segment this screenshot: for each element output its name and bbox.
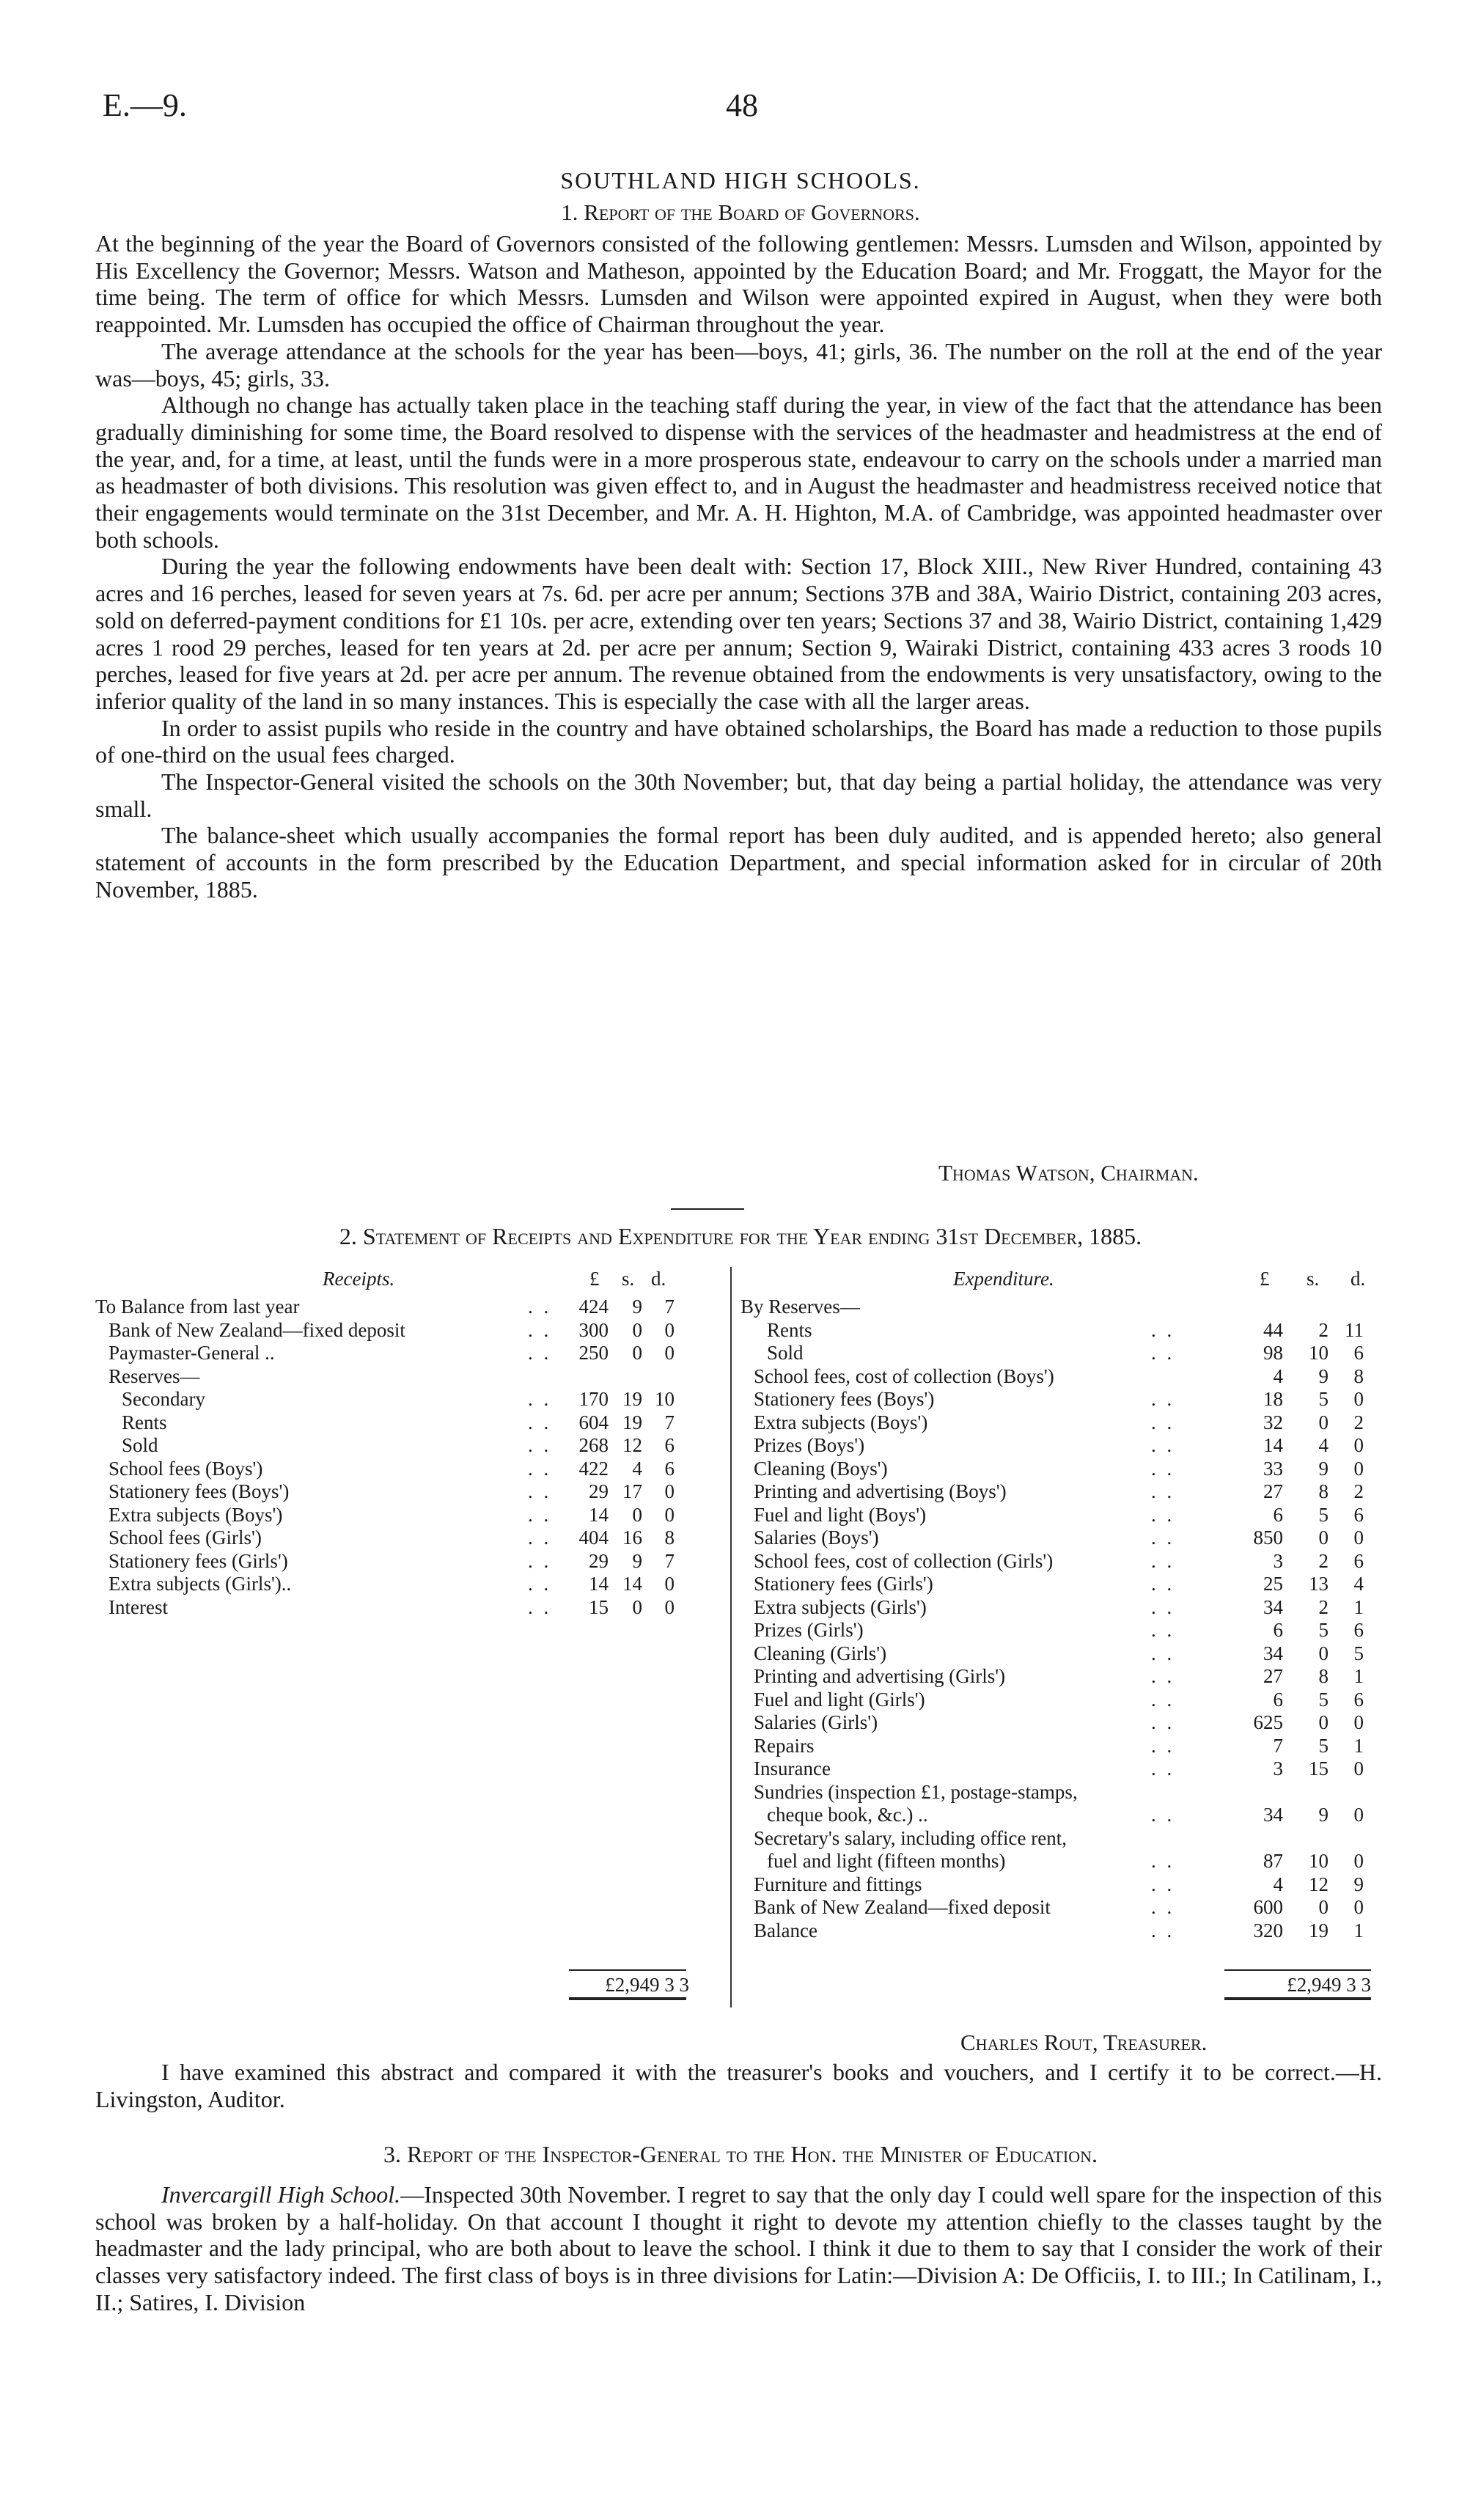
leader-dots: . .	[1151, 1388, 1175, 1410]
expenditure-amount-d: 6	[1353, 1342, 1364, 1364]
section3-heading: 3. Report of the Inspector-General to the Hon. the Minister of Education.	[383, 2141, 1098, 2167]
section2-heading	[0, 1223, 1481, 1250]
receipts-label: Stationery fees (Boys')	[109, 1480, 290, 1502]
expenditure-amount-s: 5	[1318, 1619, 1329, 1641]
paragraph: At the beginning of the year the Board of Governors consisted of the following gentlemen: Messrs. Lumsden and Wilson, appointed by His Excellency the Governor; Messrs. Watson and Matheson, appointed by the Education Board; and Mr. Froggatt, the Mayor for the time being. The term of office for which Messrs. Lumsden and Wilson were appointed expired in August, when they were both reappointed. Mr. Lumsden has occupied the office of Chairman throughout the year.	[95, 230, 1382, 338]
paragraph: The balance-sheet which usually accompanies the formal report has been duly audited, and is appended hereto; also general statement of accounts in the form prescribed by the Education Department, and special information asked for in circular of 20th November, 1885.	[95, 822, 1382, 903]
receipts-amount-l: 268	[578, 1434, 609, 1456]
receipts-amount-l: 170	[578, 1388, 609, 1410]
column-divider	[730, 1267, 732, 2007]
receipts-amount-d: 0	[664, 1480, 675, 1502]
receipts-label: Interest	[109, 1595, 168, 1618]
paragraph: The Inspector-General visited the schools on the 30th November; but, that day being a partial holiday, the attendance was very small.	[95, 768, 1382, 822]
receipts-amount-d: 8	[664, 1527, 675, 1549]
receipts-amount-s: 0	[632, 1342, 642, 1364]
expenditure-amount-d: 2	[1353, 1480, 1364, 1502]
expenditure-label: Prizes (Girls')	[754, 1619, 864, 1641]
expenditure-amount-l: 34	[1263, 1804, 1283, 1826]
leader-dots: . .	[1151, 1734, 1175, 1757]
expenditure-amount-s: 0	[1318, 1711, 1329, 1733]
audit-note	[95, 2059, 1382, 2112]
receipts-amount-s: 4	[632, 1457, 642, 1480]
expenditure-amount-l: 7	[1273, 1734, 1283, 1757]
receipts-amount-s: 19	[622, 1388, 642, 1410]
receipts-amount-s: 12	[622, 1434, 642, 1456]
expenditure-amount-s: 0	[1318, 1527, 1329, 1549]
expenditure-label: Sold	[767, 1342, 804, 1364]
expenditure-label: Stationery fees (Boys')	[754, 1388, 935, 1410]
expenditure-amount-s: 2	[1318, 1549, 1329, 1572]
receipts-total-rule	[569, 1969, 686, 1971]
expenditure-amount-d: 1	[1353, 1734, 1364, 1757]
expenditure-amount-s: 2	[1318, 1595, 1329, 1618]
expenditure-amount-d: 2	[1353, 1411, 1364, 1433]
paragraph	[95, 2181, 1382, 2316]
expenditure-amount-d: 0	[1353, 1850, 1364, 1872]
receipts-label: Secondary	[122, 1388, 205, 1410]
expenditure-amount-d: 0	[1353, 1804, 1364, 1826]
receipts-amount-l: 29	[589, 1549, 609, 1572]
leader-dots: . .	[1151, 1757, 1175, 1779]
receipts-label: Bank of New Zealand—fixed deposit	[109, 1318, 405, 1341]
receipts-label: Extra subjects (Boys')	[109, 1503, 283, 1526]
receipts-amount-s: 14	[622, 1573, 642, 1595]
expenditure-amount-d: 0	[1353, 1457, 1364, 1480]
receipts-pence-head: d.	[651, 1268, 666, 1290]
expenditure-amount-d: 6	[1353, 1503, 1364, 1526]
expenditure-pence-head: d.	[1350, 1268, 1366, 1290]
leader-dots: . .	[1151, 1619, 1175, 1641]
expenditure-amount-l: 18	[1263, 1388, 1283, 1410]
expenditure-amount-s: 9	[1318, 1457, 1329, 1480]
expenditure-amount-s: 15	[1309, 1757, 1329, 1779]
receipts-total: £2,949 3 3	[605, 1974, 689, 1996]
receipts-amount-d: 6	[664, 1434, 675, 1456]
receipts-amount-d: 10	[655, 1388, 675, 1410]
expenditure-label: Expenditure.	[953, 1268, 1054, 1290]
leader-dots: . .	[1151, 1919, 1175, 1942]
section1-heading: 1. Report of the Board of Governors.	[561, 199, 920, 225]
expenditure-amount-l: 87	[1263, 1850, 1283, 1872]
expenditure-label: Cleaning (Girls')	[754, 1642, 887, 1664]
expenditure-label: fuel and light (fifteen months)	[767, 1850, 1006, 1872]
expenditure-pound-head: £	[1260, 1268, 1270, 1290]
expenditure-amount-l: 3	[1273, 1757, 1283, 1779]
receipts-amount-l: 424	[578, 1296, 609, 1318]
expenditure-label: Insurance	[754, 1757, 831, 1779]
receipts-amount-l: 422	[578, 1457, 609, 1480]
paragraph: In order to assist pupils who reside in the country and have obtained scholarships, the Board has made a reduction to those pupils of one-third on the usual fees charged.	[95, 714, 1382, 768]
expenditure-amount-l: 25	[1263, 1573, 1283, 1595]
receipts-amount-d: 7	[664, 1549, 675, 1572]
leader-dots: . .	[528, 1549, 552, 1572]
leader-dots: . .	[528, 1527, 552, 1549]
expenditure-label: School fees, cost of collection (Girls')	[754, 1549, 1054, 1572]
receipts-label: Paymaster-General ..	[109, 1342, 275, 1364]
leader-dots: . .	[528, 1573, 552, 1595]
expenditure-amount-l: 27	[1263, 1665, 1283, 1687]
expenditure-label: Fuel and light (Girls')	[754, 1688, 925, 1711]
expenditure-amount-d: 1	[1353, 1595, 1364, 1618]
receipts-amount-d: 7	[664, 1411, 675, 1433]
expenditure-amount-d: 0	[1353, 1896, 1364, 1918]
receipts-amount-s: 0	[632, 1503, 642, 1526]
expenditure-amount-l: 33	[1263, 1457, 1283, 1480]
expenditure-amount-l: 600	[1253, 1896, 1283, 1918]
receipts-amount-d: 0	[664, 1573, 675, 1595]
receipts-amount-d: 0	[664, 1503, 675, 1526]
expenditure-amount-l: 27	[1263, 1480, 1283, 1502]
expenditure-amount-s: 5	[1318, 1388, 1329, 1410]
expenditure-amount-d: 4	[1353, 1573, 1364, 1595]
receipts-label: Receipts.	[323, 1268, 395, 1290]
leader-dots: . .	[1151, 1342, 1175, 1364]
chairman-signature: Thomas Watson, Chairman.	[938, 1160, 1199, 1186]
expenditure-amount-s: 9	[1318, 1364, 1329, 1387]
paragraph: The average attendance at the schools for the year has been—boys, 41; girls, 36. The number on the roll at the end of the year was—boys, 45; girls, 33.	[95, 337, 1382, 392]
receipts-label: Extra subjects (Girls')..	[109, 1573, 292, 1595]
receipts-amount-l: 300	[578, 1318, 609, 1341]
receipts-amount-d: 6	[664, 1457, 675, 1480]
leader-dots: . .	[1151, 1896, 1175, 1918]
expenditure-amount-l: 34	[1263, 1595, 1283, 1618]
expenditure-amount-s: 5	[1318, 1503, 1329, 1526]
receipts-amount-l: 250	[578, 1342, 609, 1364]
receipts-amount-l: 14	[589, 1573, 609, 1595]
expenditure-label: Extra subjects (Girls')	[754, 1595, 927, 1618]
expenditure-amount-d: 0	[1353, 1388, 1364, 1410]
leader-dots: . .	[528, 1411, 552, 1433]
receipts-label: Stationery fees (Girls')	[109, 1549, 288, 1572]
expenditure-label: Salaries (Girls')	[754, 1711, 878, 1733]
leader-dots: . .	[528, 1342, 552, 1364]
receipts-amount-l: 15	[589, 1595, 609, 1618]
paragraph: During the year the following endowments have been dealt with: Section 17, Block XIII., New River Hundred, containing 43 acres and 16 perches, leased for seven years at 7s. 6d. per acre per annum; Sections 37B and 38A, Wairio District, containing 203 acres, sold on deferred-payment conditions for £1 10s. per acre, extending over ten years; Sections 37 and 38, Wairio District, containing 1,429 acres 1 rood 29 perches, leased for ten years at 2d. per acre per annum; Section 9, Wairaki District, containing 433 acres 3 roods 10 perches, leased for five years at 2d. per acre per annum. The revenue obtained from the endowments is very unsatisfactory, owing to the inferior quality of the land in so many instances. This is especially the case with all the larger areas.	[95, 553, 1382, 714]
expenditure-amount-s: 10	[1309, 1342, 1329, 1364]
running-head: E.—9.	[103, 87, 187, 123]
leader-dots: . .	[528, 1388, 552, 1410]
expenditure-label: Printing and advertising (Boys')	[754, 1480, 1007, 1502]
leader-dots: . .	[528, 1480, 552, 1502]
divider	[671, 1208, 744, 1210]
leader-dots: . .	[1151, 1873, 1175, 1895]
receipts-amount-l: 29	[589, 1480, 609, 1502]
leader-dots: . .	[1151, 1411, 1175, 1433]
receipts-amount-s: 0	[632, 1318, 642, 1341]
receipts-label: Sold	[122, 1434, 158, 1456]
receipts-amount-l: 404	[578, 1527, 609, 1549]
leader-dots: . .	[528, 1434, 552, 1456]
expenditure-label: Rents	[767, 1318, 812, 1341]
expenditure-label: School fees, cost of collection (Boys')	[754, 1364, 1054, 1387]
expenditure-label: cheque book, &c.) ..	[767, 1804, 928, 1826]
expenditure-amount-d: 0	[1353, 1757, 1364, 1779]
receipts-amount-s: 9	[632, 1549, 642, 1572]
leader-dots: . .	[1151, 1711, 1175, 1733]
school-name: Invercargill High School.	[161, 2181, 401, 2208]
leader-dots: . .	[1151, 1665, 1175, 1687]
expenditure-label: Bank of New Zealand—fixed deposit	[754, 1896, 1051, 1918]
expenditure-amount-d: 0	[1353, 1711, 1364, 1733]
expenditure-label: Repairs	[754, 1734, 815, 1757]
expenditure-amount-l: 3	[1273, 1549, 1283, 1572]
receipts-label: School fees (Boys')	[109, 1457, 263, 1480]
expenditure-total-double-rule	[1224, 1997, 1371, 2000]
expenditure-amount-s: 5	[1318, 1734, 1329, 1757]
leader-dots: . .	[528, 1595, 552, 1618]
receipts-label: To Balance from last year	[95, 1296, 300, 1318]
expenditure-amount-d: 6	[1353, 1619, 1364, 1641]
leader-dots: . .	[528, 1318, 552, 1341]
expenditure-amount-s: 12	[1309, 1873, 1329, 1895]
expenditure-amount-l: 625	[1253, 1711, 1283, 1733]
expenditure-amount-s: 0	[1318, 1642, 1329, 1664]
expenditure-amount-s: 5	[1318, 1688, 1329, 1711]
expenditure-amount-l: 14	[1263, 1434, 1283, 1456]
expenditure-amount-d: 11	[1345, 1318, 1364, 1341]
leader-dots: . .	[528, 1296, 552, 1318]
expenditure-amount-d: 6	[1353, 1549, 1364, 1572]
receipts-amount-s: 17	[622, 1480, 642, 1502]
expenditure-amount-s: 0	[1318, 1411, 1329, 1433]
leader-dots: . .	[1151, 1527, 1175, 1549]
leader-dots: . .	[1151, 1318, 1175, 1341]
section1-body	[95, 230, 1382, 903]
receipts-amount-s: 0	[632, 1595, 642, 1618]
expenditure-amount-d: 1	[1353, 1919, 1364, 1942]
expenditure-total-rule	[1224, 1969, 1371, 1971]
receipts-amount-d: 0	[664, 1342, 675, 1364]
receipts-shilling-head: s.	[622, 1268, 635, 1290]
expenditure-amount-l: 6	[1273, 1688, 1283, 1711]
leader-dots: . .	[1151, 1688, 1175, 1711]
expenditure-label: Fuel and light (Boys')	[754, 1503, 927, 1526]
expenditure-total: £2,949 3 3	[1287, 1974, 1371, 1996]
leader-dots: . .	[1151, 1503, 1175, 1526]
expenditure-amount-l: 4	[1273, 1873, 1283, 1895]
expenditure-amount-d: 0	[1353, 1434, 1364, 1456]
expenditure-label: Prizes (Boys')	[754, 1434, 865, 1456]
expenditure-amount-s: 2	[1318, 1318, 1329, 1341]
leader-dots: . .	[1151, 1595, 1175, 1618]
paragraph: Although no change has actually taken place in the teaching staff during the year, in view of the fact that the attendance has been gradually diminishing for some time, the Board resolved to dispense with the services of the headmaster and headmistress at the end of the year, and, for a time, at least, until the funds were in a more prosperous state, endeavour to carry on the schools under a married man as headmaster of both divisions. This resolution was given effect to, and in August the headmaster and headmistress received notice that their engagements would terminate on the 31st December, and Mr. A. H. Highton, M.A. of Cambridge, was appointed headmaster over both schools.	[95, 392, 1382, 553]
expenditure-label: Extra subjects (Boys')	[754, 1411, 928, 1433]
expenditure-amount-d: 1	[1353, 1665, 1364, 1687]
expenditure-amount-s: 10	[1309, 1850, 1329, 1872]
leader-dots: . .	[1151, 1480, 1175, 1502]
receipts-label: Rents	[122, 1411, 167, 1433]
expenditure-amount-l: 98	[1263, 1342, 1283, 1364]
receipts-amount-l: 604	[578, 1411, 609, 1433]
leader-dots: . .	[1151, 1850, 1175, 1872]
expenditure-amount-s: 19	[1309, 1919, 1329, 1942]
paragraph: I have examined this abstract and compared it with the treasurer's books and vouchers, and I certify it to be correct.—H. Livingston, Auditor.	[95, 2059, 1382, 2112]
treasurer-signature: Charles Rout, Treasurer.	[960, 2029, 1208, 2055]
expenditure-label: By Reserves—	[740, 1296, 860, 1318]
expenditure-label: Stationery fees (Girls')	[754, 1573, 933, 1595]
receipts-label: School fees (Girls')	[109, 1527, 262, 1549]
expenditure-amount-l: 4	[1273, 1364, 1283, 1387]
page-number: 48	[726, 87, 758, 123]
expenditure-amount-s: 8	[1318, 1480, 1329, 1502]
expenditure-label: Furniture and fittings	[754, 1873, 922, 1895]
leader-dots: . .	[1151, 1804, 1175, 1826]
expenditure-amount-l: 6	[1273, 1503, 1283, 1526]
section2-heading-text: 2. Statement of Receipts and Expenditure for the Year ending 31st December, 1885.	[339, 1223, 1142, 1249]
expenditure-amount-s: 0	[1318, 1896, 1329, 1918]
receipts-amount-s: 19	[622, 1411, 642, 1433]
leader-dots: . .	[528, 1457, 552, 1480]
receipts-pound-head: £	[589, 1268, 600, 1290]
receipts-amount-s: 9	[632, 1296, 642, 1318]
expenditure-label: Salaries (Boys')	[754, 1527, 879, 1549]
receipts-amount-d: 0	[664, 1318, 675, 1341]
expenditure-amount-d: 0	[1353, 1527, 1364, 1549]
leader-dots: . .	[1151, 1642, 1175, 1664]
receipts-total-double-rule	[569, 1997, 686, 2000]
section3-body	[95, 2181, 1382, 2316]
expenditure-label: Printing and advertising (Girls')	[754, 1665, 1006, 1687]
expenditure-amount-l: 44	[1263, 1318, 1283, 1341]
expenditure-shilling-head: s.	[1307, 1268, 1320, 1290]
leader-dots: . .	[1151, 1549, 1175, 1572]
expenditure-amount-d: 8	[1353, 1364, 1364, 1387]
expenditure-amount-l: 850	[1253, 1527, 1283, 1549]
leader-dots: . .	[1151, 1434, 1175, 1456]
paragraph-text: —Inspected 30th November. I regret to say that the only day I could well spare for the inspection of this school was broken by a half-holiday. On that account I thought it right to devote my attention chiefly to the classes taught by the headmaster and the lady principal, who are both about to leave the school. I think it due to them to say that I consider the work of their classes very satisfactory indeed. The first class of boys is in three divisions for Latin:—Division A: De Officiis, I. to III.; In Catilinam, I., II.; Satires, I. Division	[95, 2181, 1383, 2315]
expenditure-label: Balance	[754, 1919, 817, 1942]
receipts-amount-l: 14	[589, 1503, 609, 1526]
expenditure-label: Cleaning (Boys')	[754, 1457, 888, 1480]
expenditure-amount-s: 4	[1318, 1434, 1329, 1456]
expenditure-amount-d: 5	[1353, 1642, 1364, 1664]
expenditure-amount-l: 32	[1263, 1411, 1283, 1433]
receipts-amount-d: 0	[664, 1595, 675, 1618]
expenditure-label: Secretary's salary, including office rent,	[754, 1826, 1067, 1849]
receipts-amount-d: 7	[664, 1296, 675, 1318]
expenditure-amount-l: 34	[1263, 1642, 1283, 1664]
leader-dots: . .	[528, 1503, 552, 1526]
expenditure-amount-d: 9	[1353, 1873, 1364, 1895]
expenditure-amount-l: 320	[1253, 1919, 1283, 1942]
expenditure-amount-s: 13	[1309, 1573, 1329, 1595]
leader-dots: . .	[1151, 1573, 1175, 1595]
leader-dots: . .	[1151, 1457, 1175, 1480]
expenditure-amount-s: 8	[1318, 1665, 1329, 1687]
expenditure-label: Sundries (inspection £1, postage-stamps,	[754, 1780, 1078, 1803]
receipts-label: Reserves—	[109, 1364, 200, 1387]
receipts-amount-s: 16	[622, 1527, 642, 1549]
expenditure-amount-d: 6	[1353, 1688, 1364, 1711]
expenditure-amount-s: 9	[1318, 1804, 1329, 1826]
expenditure-amount-l: 6	[1273, 1619, 1283, 1641]
page-title: SOUTHLAND HIGH SCHOOLS.	[560, 167, 921, 194]
